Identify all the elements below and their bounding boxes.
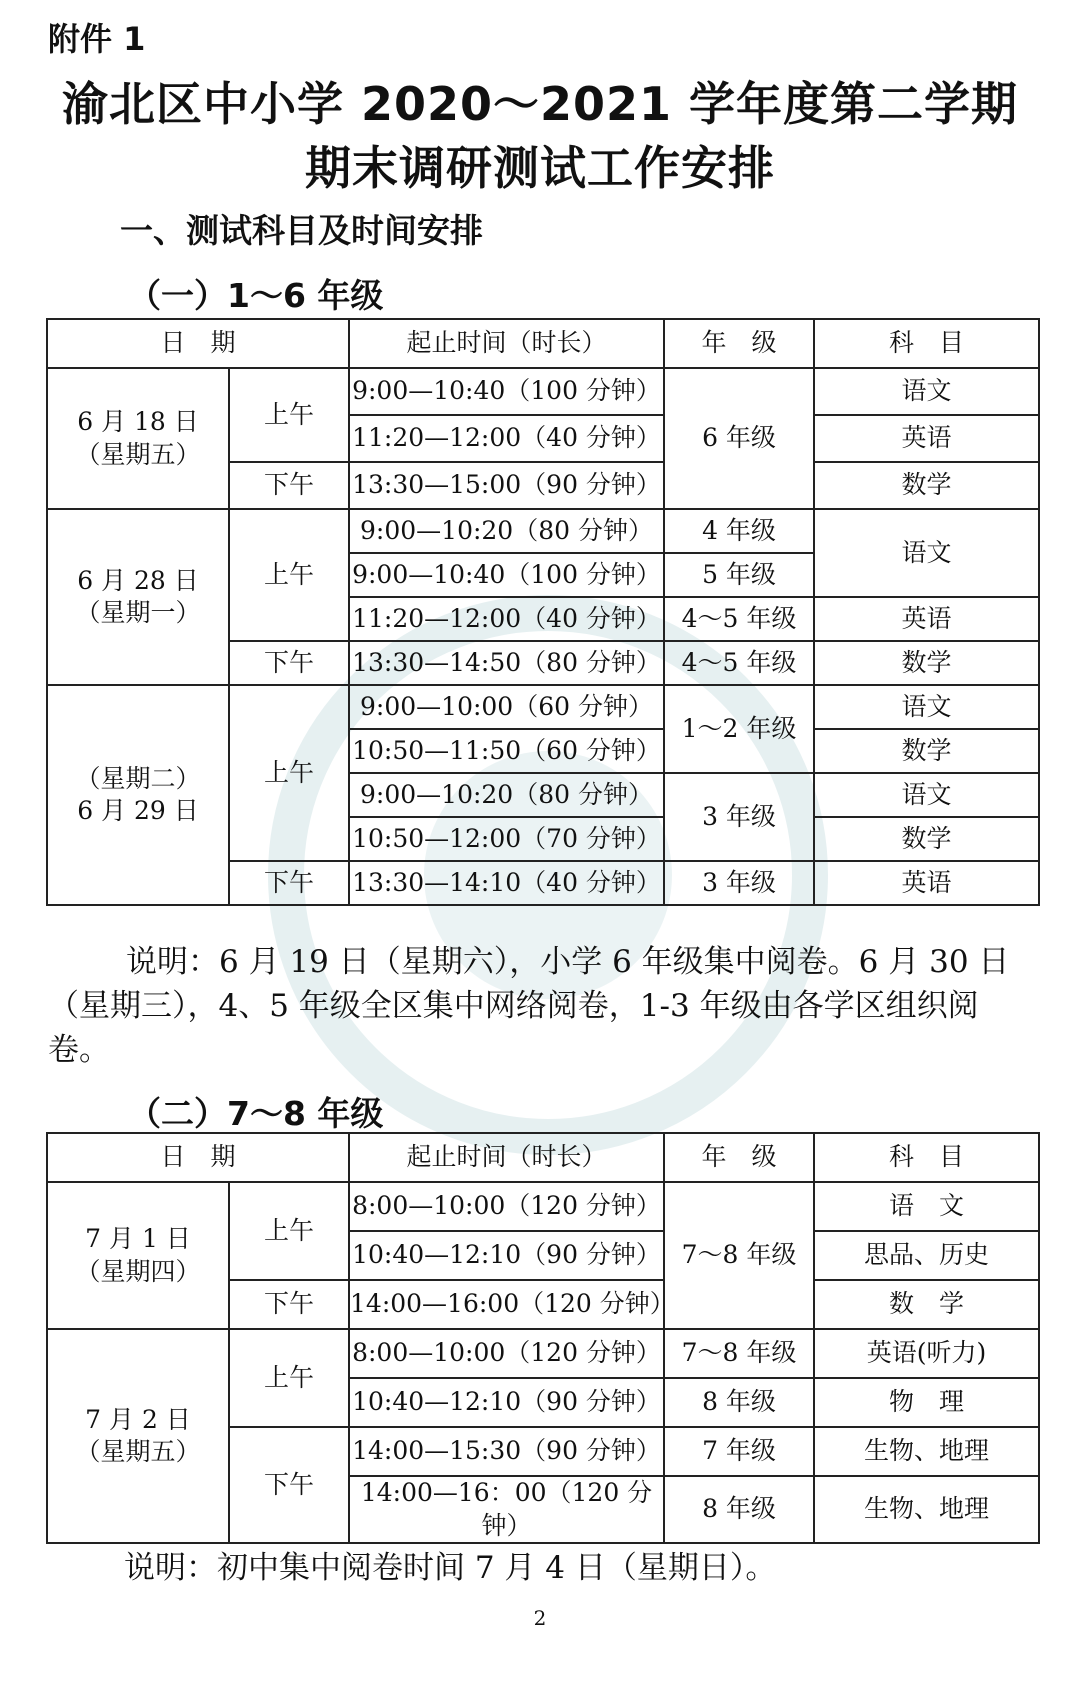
time-cell: 11:20—12:00（40 分钟） bbox=[349, 597, 664, 641]
subject-cell: 英语(听力) bbox=[814, 1329, 1039, 1378]
time-cell: 10:40—12:10（90 分钟） bbox=[349, 1231, 664, 1280]
table-row bbox=[47, 1329, 1039, 1378]
date-text: 6 月 18 日 bbox=[77, 407, 199, 436]
title-line-1: 渝北区中小学 2020～2021 学年度第二学期 bbox=[61, 77, 1019, 131]
grade-cell: 1～2 年级 bbox=[664, 685, 814, 773]
date-cell bbox=[47, 509, 229, 685]
session-cell: 上午 bbox=[229, 368, 349, 462]
subject-cell: 数学 bbox=[814, 729, 1039, 773]
schedule-table-grades-7-8 bbox=[46, 1132, 1040, 1544]
date-text: 7 月 2 日 bbox=[85, 1404, 191, 1434]
time-cell: 9:00—10:20（80 分钟） bbox=[349, 509, 664, 553]
date-cell bbox=[47, 1182, 229, 1329]
time-cell: 14:00—15:30（90 分钟） bbox=[349, 1427, 664, 1476]
weekday-text: （星期四） bbox=[75, 1256, 201, 1286]
session-cell: 下午 bbox=[229, 861, 349, 905]
attachment-label: 附件 1 bbox=[48, 20, 146, 58]
grade-cell: 3 年级 bbox=[664, 773, 814, 861]
page-number: 2 bbox=[533, 1606, 547, 1630]
time-cell: 9:00—10:40（100 分钟） bbox=[349, 553, 664, 597]
grade-cell: 3 年级 bbox=[664, 861, 814, 905]
header-date: 日 期 bbox=[47, 1133, 349, 1182]
date-text: 6 月 29 日 bbox=[77, 796, 199, 825]
session-cell: 上午 bbox=[229, 1329, 349, 1427]
header-date: 日 期 bbox=[47, 319, 349, 368]
header-grade: 年 级 bbox=[664, 1133, 814, 1182]
table-row bbox=[47, 509, 1039, 553]
time-cell: 10:40—12:10（90 分钟） bbox=[349, 1378, 664, 1427]
schedule-table-grades-1-6 bbox=[46, 318, 1040, 906]
header-time: 起止时间（时长） bbox=[349, 1133, 664, 1182]
grade-cell: 4～5 年级 bbox=[664, 597, 814, 641]
time-cell: 11:20—12:00（40 分钟） bbox=[349, 415, 664, 462]
weekday-text: （星期五） bbox=[75, 1437, 201, 1466]
weekday-text: （星期二） bbox=[75, 763, 201, 793]
time-cell: 13:30—14:10（40 分钟） bbox=[349, 861, 664, 905]
subheading-grades-1-6: （一）1～6 年级 bbox=[128, 276, 384, 315]
time-cell: 9:00—10:20（80 分钟） bbox=[349, 773, 664, 817]
subject-cell: 思品、历史 bbox=[814, 1231, 1039, 1280]
session-cell: 上午 bbox=[229, 509, 349, 641]
subject-cell: 语文 bbox=[814, 509, 1039, 597]
header-subject: 科 目 bbox=[814, 1133, 1039, 1182]
session-cell: 下午 bbox=[229, 1427, 349, 1543]
note-primary: 说明：6 月 19 日（星期六），小学 6 年级集中阅卷。6 月 30 日（星期三），4、5 年级全区集中网络阅卷，1-3 年级由各学区组织阅卷。 bbox=[48, 944, 1010, 1068]
subject-cell: 数 学 bbox=[814, 1280, 1039, 1329]
subject-cell: 生物、地理 bbox=[814, 1476, 1039, 1543]
date-text: 7 月 1 日 bbox=[85, 1224, 191, 1253]
weekday-text: （星期一） bbox=[75, 598, 201, 627]
header-subject: 科 目 bbox=[814, 319, 1039, 368]
note-middle-school: 说明：初中集中阅卷时间 7 月 4 日（星期日）。 bbox=[124, 1550, 777, 1586]
header-grade: 年 级 bbox=[664, 319, 814, 368]
date-cell bbox=[47, 1329, 229, 1543]
subject-cell: 英语 bbox=[814, 597, 1039, 641]
subject-cell: 数学 bbox=[814, 641, 1039, 685]
subject-cell: 数学 bbox=[814, 817, 1039, 861]
table-header-row bbox=[47, 319, 1039, 368]
time-cell: 13:30—15:00（90 分钟） bbox=[349, 462, 664, 509]
title-line-2: 期末调研测试工作安排 bbox=[305, 141, 775, 195]
grade-cell: 5 年级 bbox=[664, 553, 814, 597]
date-cell bbox=[47, 368, 229, 509]
grade-cell: 7～8 年级 bbox=[664, 1182, 814, 1329]
session-cell: 下午 bbox=[229, 641, 349, 685]
time-cell: 14:00—16:00（120 分钟） bbox=[349, 1280, 664, 1329]
time-cell: 13:30—14:50（80 分钟） bbox=[349, 641, 664, 685]
subject-cell: 语文 bbox=[814, 368, 1039, 415]
time-cell: 9:00—10:00（60 分钟） bbox=[349, 685, 664, 729]
session-cell: 下午 bbox=[229, 462, 349, 509]
time-cell: 10:50—11:50（60 分钟） bbox=[349, 729, 664, 773]
grade-cell: 7 年级 bbox=[664, 1427, 814, 1476]
table-row bbox=[47, 368, 1039, 415]
session-cell: 上午 bbox=[229, 1182, 349, 1280]
session-cell: 上午 bbox=[229, 685, 349, 861]
table-row bbox=[47, 1182, 1039, 1231]
subject-cell: 语文 bbox=[814, 685, 1039, 729]
grade-cell: 4 年级 bbox=[664, 509, 814, 553]
subheading-grades-7-8: （二）7～8 年级 bbox=[128, 1094, 384, 1133]
subject-cell: 生物、地理 bbox=[814, 1427, 1039, 1476]
subject-cell: 语 文 bbox=[814, 1182, 1039, 1231]
time-cell: 10:50—12:00（70 分钟） bbox=[349, 817, 664, 861]
grade-cell: 8 年级 bbox=[664, 1378, 814, 1427]
table-row bbox=[47, 685, 1039, 729]
section-heading: 一、测试科目及时间安排 bbox=[120, 211, 483, 250]
date-cell bbox=[47, 685, 229, 905]
subject-cell: 英语 bbox=[814, 415, 1039, 462]
subject-cell: 语文 bbox=[814, 773, 1039, 817]
subject-cell: 英语 bbox=[814, 861, 1039, 905]
time-cell: 9:00—10:40（100 分钟） bbox=[349, 368, 664, 415]
table-header-row bbox=[47, 1133, 1039, 1182]
time-cell: 8:00—10:00（120 分钟） bbox=[349, 1182, 664, 1231]
time-cell: 8:00—10:00（120 分钟） bbox=[349, 1329, 664, 1378]
grade-cell: 6 年级 bbox=[664, 368, 814, 509]
time-cell: 14:00—16：00（120 分钟） bbox=[349, 1476, 664, 1543]
subject-cell: 数学 bbox=[814, 462, 1039, 509]
session-cell: 下午 bbox=[229, 1280, 349, 1329]
grade-cell: 4～5 年级 bbox=[664, 641, 814, 685]
date-text: 6 月 28 日 bbox=[77, 565, 199, 595]
grade-cell: 8 年级 bbox=[664, 1476, 814, 1543]
weekday-text: （星期五） bbox=[75, 439, 201, 469]
subject-cell: 物 理 bbox=[814, 1378, 1039, 1427]
header-time: 起止时间（时长） bbox=[349, 319, 664, 368]
grade-cell: 7～8 年级 bbox=[664, 1329, 814, 1378]
